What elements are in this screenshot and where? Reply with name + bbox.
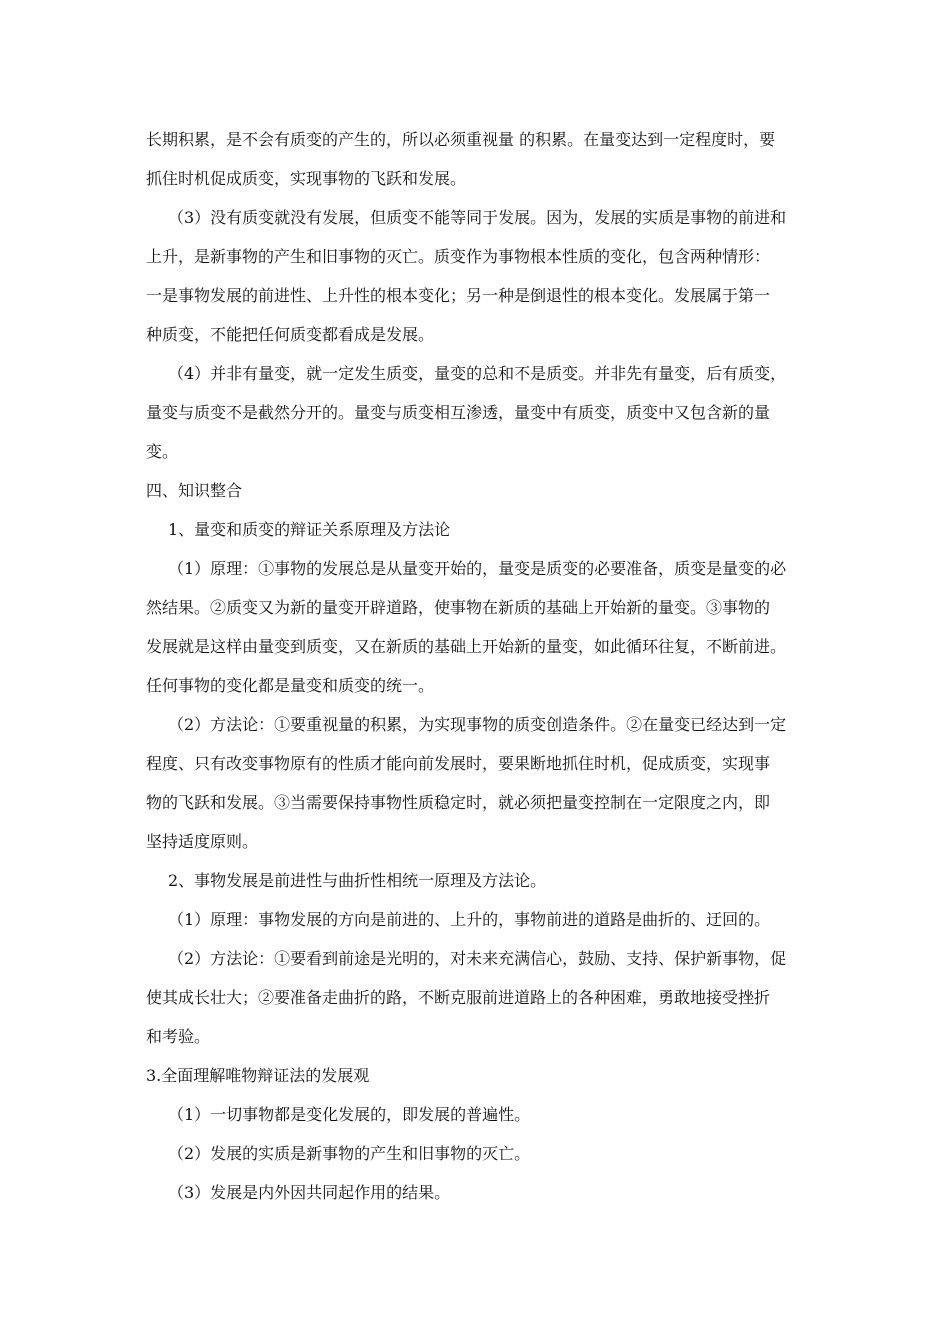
text-line-9: 变。 xyxy=(146,442,179,461)
text-line-8: 量变与质变不是截然分开的。量变与质变相互渗透，量变中有质变，质变中又包含新的量 xyxy=(146,403,771,422)
text-line-24: 和考验。 xyxy=(146,1027,211,1046)
text-line-26: （1）一切事物都是变化发展的，即发展的普遍性。 xyxy=(168,1105,531,1124)
text-line-3: （3）没有质变就没有发展，但质变不能等同于发展。因为，发展的实质是事物的前进和 xyxy=(168,208,787,227)
text-line-12: （1）原理：①事物的发展总是从量变开始的，量变是质变的必要准备，质变是量变的必 xyxy=(168,559,787,578)
subheading-3: 3.全面理解唯物辩证法的发展观 xyxy=(146,1066,370,1085)
text-line-16: （2）方法论：①要重视量的积累，为实现事物的质变创造条件。②在量变已经达到一定 xyxy=(168,715,787,734)
text-line-6: 种质变，不能把任何质变都看成是发展。 xyxy=(146,325,435,344)
text-line-18: 物的飞跃和发展。③当需要保持事物性质稳定时，就必须把量变控制在一定限度之内，即 xyxy=(146,793,771,812)
text-line-15: 任何事物的变化都是量变和质变的统一。 xyxy=(146,676,435,695)
text-line-21: （1）原理：事物发展的方向是前进的、上升的，事物前进的道路是曲折的、迂回的。 xyxy=(168,910,771,929)
subheading-2: 2、事物发展是前进性与曲折性相统一原理及方法论。 xyxy=(168,871,547,890)
text-line-13: 然结果。②质变又为新的量变开辟道路，使事物在新质的基础上开始新的量变。③事物的 xyxy=(146,598,771,617)
text-line-23: 使其成长壮大；②要准备走曲折的路，不断克服前进道路上的各种困难，勇敢地接受挫折 xyxy=(146,988,771,1007)
text-line-2: 抓住时机促成质变，实现事物的飞跃和发展。 xyxy=(146,169,467,188)
text-line-19: 坚持适度原则。 xyxy=(146,832,259,851)
text-line-4: 上升，是新事物的产生和旧事物的灭亡。质变作为事物根本性质的变化，包含两种情形： xyxy=(146,247,771,266)
document-body xyxy=(146,120,810,1212)
text-line-28: （3）发展是内外因共同起作用的结果。 xyxy=(168,1183,451,1202)
text-line-5: 一是事物发展的前进性、上升性的根本变化；另一种是倒退性的根本变化。发展属于第一 xyxy=(146,286,771,305)
text-line-22: （2）方法论：①要看到前途是光明的，对未来充满信心，鼓励、支持、保护新事物，促 xyxy=(168,949,787,968)
subheading-1: 1、量变和质变的辩证关系原理及方法论 xyxy=(168,520,451,539)
text-line-14: 发展就是这样由量变到质变，又在新质的基础上开始新的量变，如此循环往复，不断前进。 xyxy=(146,637,787,656)
text-line-27: （2）发展的实质是新事物的产生和旧事物的灭亡。 xyxy=(168,1144,531,1163)
section-heading-knowledge: 四、知识整合 xyxy=(146,481,243,500)
text-line-17: 程度、只有改变事物原有的性质才能向前发展时，要果断地抓住时机，促成质变，实现事 xyxy=(146,754,771,773)
text-line-7: （4）并非有量变，就一定发生质变，量变的总和不是质变。并非先有量变，后有质变， xyxy=(168,364,787,383)
text-line-1: 长期积累，是不会有质变的产生的，所以必须重视量 的积累。在量变达到一定程度时，要 xyxy=(146,130,776,149)
